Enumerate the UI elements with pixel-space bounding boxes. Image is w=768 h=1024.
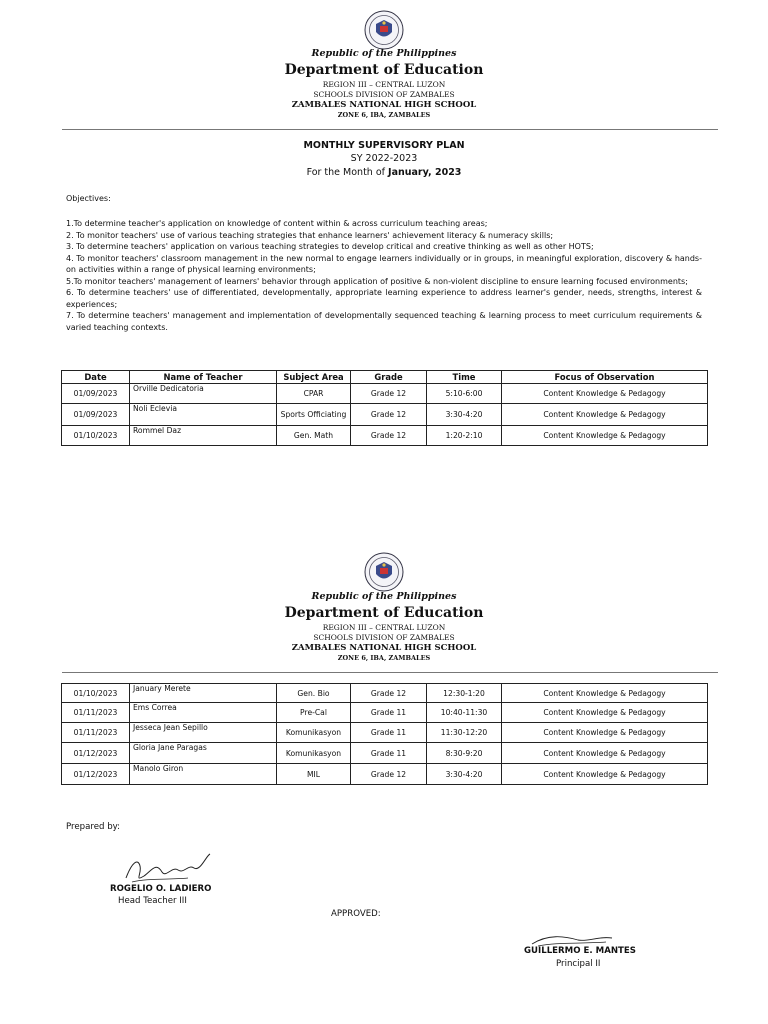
table-header-row	[62, 371, 708, 384]
cell-subject: Komunikasyon	[277, 723, 351, 743]
table-row	[62, 426, 708, 446]
cell-time: 11:30-12:20	[427, 723, 502, 743]
cell-subject: Sports Officiating	[277, 404, 351, 426]
cell-focus: Content Knowledge & Pedagogy	[502, 684, 708, 703]
table-row	[62, 384, 708, 404]
cell-focus: Content Knowledge & Pedagogy	[502, 426, 708, 446]
cell-time: 10:40-11:30	[427, 703, 502, 723]
col-header-date: Date	[62, 371, 130, 384]
cell-grade: Grade 12	[351, 404, 427, 426]
prepared-by-label: Prepared by:	[66, 822, 121, 832]
objective-item: 3. To determine teachers' application on various teaching strategies to develop critical and creative thinking as well as other HOTS;	[66, 242, 594, 251]
cell-grade: Grade 12	[351, 384, 427, 404]
region-line: REGION III – CENTRAL LUZON	[322, 80, 446, 89]
cell-time: 1:20-2:10	[427, 426, 502, 446]
col-header-teacher: Name of Teacher	[130, 371, 277, 384]
table-row	[62, 684, 708, 703]
col-header-focus: Focus of Observation	[502, 371, 708, 384]
department-line: Department of Education	[284, 62, 484, 78]
cell-teacher: Gloria Jane Paragas	[130, 743, 277, 764]
cell-subject: Pre-Cal	[277, 703, 351, 723]
cell-focus: Content Knowledge & Pedagogy	[502, 404, 708, 426]
col-header-subject: Subject Area	[277, 371, 351, 384]
cell-teacher: Ems Correa	[130, 703, 277, 723]
observation-table-page2	[61, 683, 708, 785]
objective-item: 5.To monitor teachers' management of learners' behavior through application of positive & non-violent discipline to ensure learning focused environments;	[66, 276, 688, 286]
plan-sy: SY 2022-2023	[350, 153, 418, 164]
cell-focus: Content Knowledge & Pedagogy	[502, 743, 708, 764]
cell-date: 01/10/2023	[62, 684, 130, 703]
cell-grade: Grade 12	[351, 684, 427, 703]
plan-month-value: January, 2023	[388, 167, 462, 178]
cell-teacher: Noli Eclevia	[130, 404, 277, 426]
preparer-name: ROGELIO O. LADIERO	[110, 884, 212, 894]
header-divider	[62, 129, 718, 130]
table-row	[62, 703, 708, 723]
cell-teacher: January Merete	[130, 684, 277, 703]
cell-teacher: Jesseca Jean Sepillo	[130, 723, 277, 743]
deped-seal-icon	[364, 10, 404, 50]
cell-grade: Grade 11	[351, 743, 427, 764]
division-line: SCHOOLS DIVISION OF ZAMBALES	[313, 90, 455, 99]
republic-line: Republic of the Philippines	[311, 591, 457, 602]
cell-focus: Content Knowledge & Pedagogy	[502, 703, 708, 723]
cell-time: 3:30-4:20	[427, 764, 502, 785]
objectives-heading: Objectives:	[66, 194, 111, 203]
school-line: ZAMBALES NATIONAL HIGH SCHOOL	[291, 100, 477, 110]
cell-subject: CPAR	[277, 384, 351, 404]
cell-time: 5:10-6:00	[427, 384, 502, 404]
plan-title: MONTHLY SUPERVISORY PLAN	[303, 140, 465, 151]
cell-subject: MIL	[277, 764, 351, 785]
header-divider	[62, 672, 718, 673]
cell-subject: Gen. Bio	[277, 684, 351, 703]
objectives-list	[66, 218, 702, 333]
region-line: REGION III – CENTRAL LUZON	[322, 623, 446, 632]
cell-time: 12:30-1:20	[427, 684, 502, 703]
cell-date: 01/09/2023	[62, 404, 130, 426]
cell-subject: Gen. Math	[277, 426, 351, 446]
department-line: Department of Education	[284, 605, 484, 621]
col-header-grade: Grade	[351, 371, 427, 384]
cell-grade: Grade 12	[351, 426, 427, 446]
cell-date: 01/10/2023	[62, 426, 130, 446]
objective-item: 7. To determine teachers' management and implementation of developmentally sequenced teaching & learning process to meet curriculum requirements & varied teaching contexts.	[66, 311, 702, 332]
preparer-signature	[118, 852, 218, 888]
address-line: ZONE 6, IBA, ZAMBALES	[337, 111, 431, 119]
objective-item: 4. To monitor teachers' classroom management in the new normal to engage learners individually or in groups, in meaningful exploration, discovery & hands-on activities within a range of physical learning environments;	[66, 253, 702, 274]
cell-time: 8:30-9:20	[427, 743, 502, 764]
observation-table-page1	[61, 370, 708, 446]
table-row	[62, 723, 708, 743]
objective-item: 2. To monitor teachers' use of various teaching strategies that enhance learners' achievement literacy & numeracy skills;	[66, 230, 554, 240]
cell-focus: Content Knowledge & Pedagogy	[502, 723, 708, 743]
cell-date: 01/11/2023	[62, 723, 130, 743]
cell-grade: Grade 11	[351, 703, 427, 723]
address-line: ZONE 6, IBA, ZAMBALES	[337, 654, 431, 662]
cell-date: 01/11/2023	[62, 703, 130, 723]
cell-subject: Komunikasyon	[277, 743, 351, 764]
table-row	[62, 743, 708, 764]
table-row	[62, 764, 708, 785]
plan-month-prefix: For the Month of	[306, 167, 385, 178]
objective-item: 6. To determine teachers' use of differentiated, developmentally, appropriate learning experience to address learner's gender, needs, strengths, interest & experiences;	[66, 288, 702, 309]
republic-line: Republic of the Philippines	[311, 48, 457, 59]
cell-focus: Content Knowledge & Pedagogy	[502, 384, 708, 404]
col-header-time: Time	[427, 371, 502, 384]
division-line: SCHOOLS DIVISION OF ZAMBALES	[313, 633, 455, 642]
cell-date: 01/12/2023	[62, 764, 130, 785]
cell-teacher: Manolo Giron	[130, 764, 277, 785]
cell-teacher: Orville Dedicatoria	[130, 384, 277, 404]
school-line: ZAMBALES NATIONAL HIGH SCHOOL	[291, 643, 477, 653]
cell-grade: Grade 11	[351, 723, 427, 743]
cell-teacher: Rommel Daz	[130, 426, 277, 446]
preparer-title: Head Teacher III	[118, 896, 187, 906]
approver-name: GUILLERMO E. MANTES	[524, 946, 636, 956]
cell-date: 01/09/2023	[62, 384, 130, 404]
cell-grade: Grade 12	[351, 764, 427, 785]
objective-item: 1.To determine teacher's application on knowledge of content within & across curriculum teaching areas;	[66, 219, 488, 228]
plan-month	[0, 166, 768, 180]
cell-time: 3:30-4:20	[427, 404, 502, 426]
cell-focus: Content Knowledge & Pedagogy	[502, 764, 708, 785]
deped-seal-icon	[364, 552, 404, 592]
table-row	[62, 404, 708, 426]
approved-label: APPROVED:	[331, 909, 381, 919]
approver-title: Principal II	[556, 959, 601, 969]
cell-date: 01/12/2023	[62, 743, 130, 764]
